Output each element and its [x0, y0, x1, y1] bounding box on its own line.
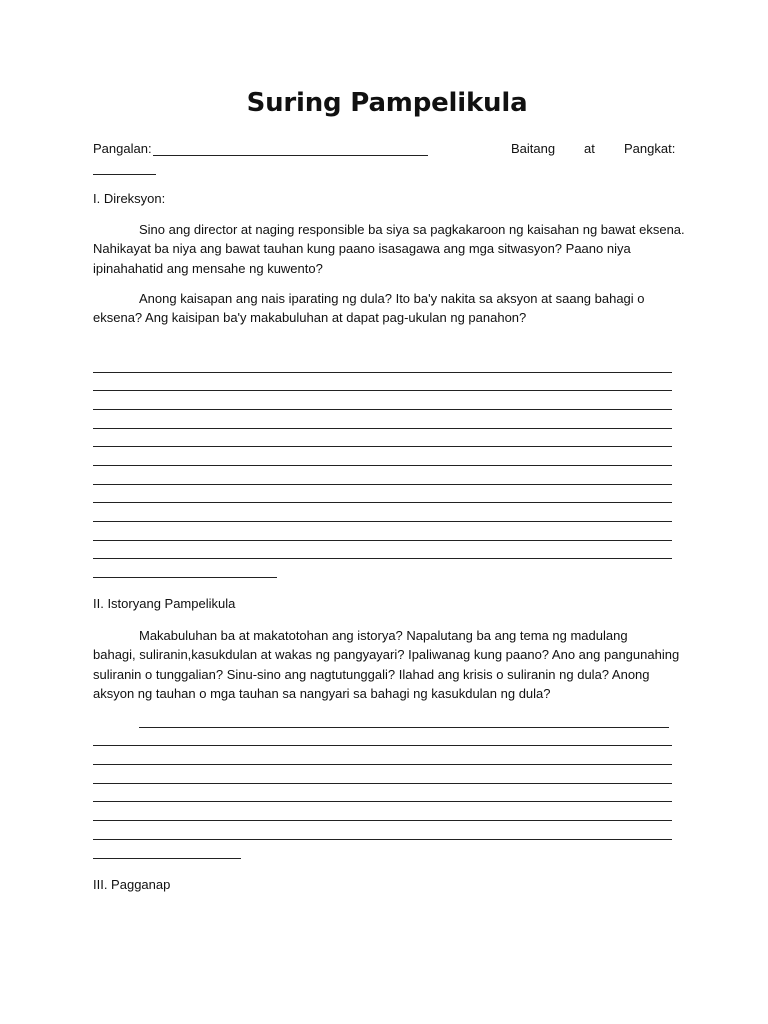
section2-heading: II. Istoryang Pampelikula	[93, 596, 236, 611]
answer-line[interactable]	[93, 858, 241, 859]
answer-line[interactable]	[93, 820, 672, 821]
answer-line[interactable]	[93, 484, 672, 485]
paragraph-line: bahagi, suliranin,kasukdulan at wakas ng pangyayari? Ipaliwanag kung paano? Ano ang pangunahing	[93, 647, 680, 663]
answer-line[interactable]	[93, 446, 672, 447]
answer-line[interactable]	[93, 745, 672, 746]
paragraph-line: suliranin o tunggalian? Sinu-sino ang nagtutunggali? Ilahad ang krisis o suliranin ng dula? Anong	[93, 666, 650, 682]
answer-line[interactable]	[93, 428, 672, 429]
answer-line[interactable]	[139, 727, 669, 728]
answer-line[interactable]	[93, 502, 672, 503]
answer-line[interactable]	[93, 540, 672, 541]
paragraph-line: Makabuluhan ba at makatotohan ang istorya? Napalutang ba ang tema ng madulang	[139, 628, 628, 643]
section1-paragraph2	[93, 289, 679, 328]
answer-line[interactable]	[93, 764, 672, 765]
name-blank-line[interactable]	[153, 155, 428, 156]
section-label: Pangkat:	[624, 141, 676, 156]
section2-paragraph1	[93, 626, 679, 703]
answer-line[interactable]	[93, 390, 672, 391]
answer-line[interactable]	[93, 839, 672, 840]
answer-line[interactable]	[93, 801, 672, 802]
section1-paragraph1	[93, 220, 685, 278]
paragraph-line: aksyon ng tauhan o mga tauhan sa nangyari sa bahagi ng kasukdulan ng dula?	[93, 685, 551, 701]
paragraph-line: Nahikayat ba niya ang bawat tauhan kung paano isasagawa ang mga sitwasyon? Paano niya	[93, 241, 631, 257]
paragraph-line: Anong kaisapan ang nais iparating ng dula? Ito ba'y nakita sa aksyon at saang bahagi o	[139, 291, 645, 306]
answer-line[interactable]	[93, 465, 672, 466]
answer-line[interactable]	[93, 409, 672, 410]
paragraph-line: eksena? Ang kaisipan ba'y makabuluhan at dapat pag-ukulan ng panahon?	[93, 310, 527, 326]
paragraph-line: ipinahahatid ang mensahe ng kuwento?	[93, 260, 323, 276]
grade-label-word: Baitang	[511, 141, 556, 156]
grade-label-conjunction: at	[584, 141, 595, 156]
answer-line[interactable]	[93, 558, 672, 559]
answer-line[interactable]	[93, 372, 672, 373]
name-label: Pangalan:	[93, 141, 152, 156]
paragraph-line: Sino ang director at naging responsible ba siya sa pagkakaroon ng kaisahan ng bawat eksena.	[139, 222, 685, 237]
document-title: Suring Pampelikula	[246, 88, 528, 118]
answer-line[interactable]	[93, 521, 672, 522]
section-blank-line[interactable]	[93, 174, 156, 175]
answer-line[interactable]	[93, 783, 672, 784]
answer-line[interactable]	[93, 577, 277, 578]
section1-heading: I. Direksyon:	[93, 191, 166, 206]
section3-heading: III. Pagganap	[93, 877, 171, 892]
